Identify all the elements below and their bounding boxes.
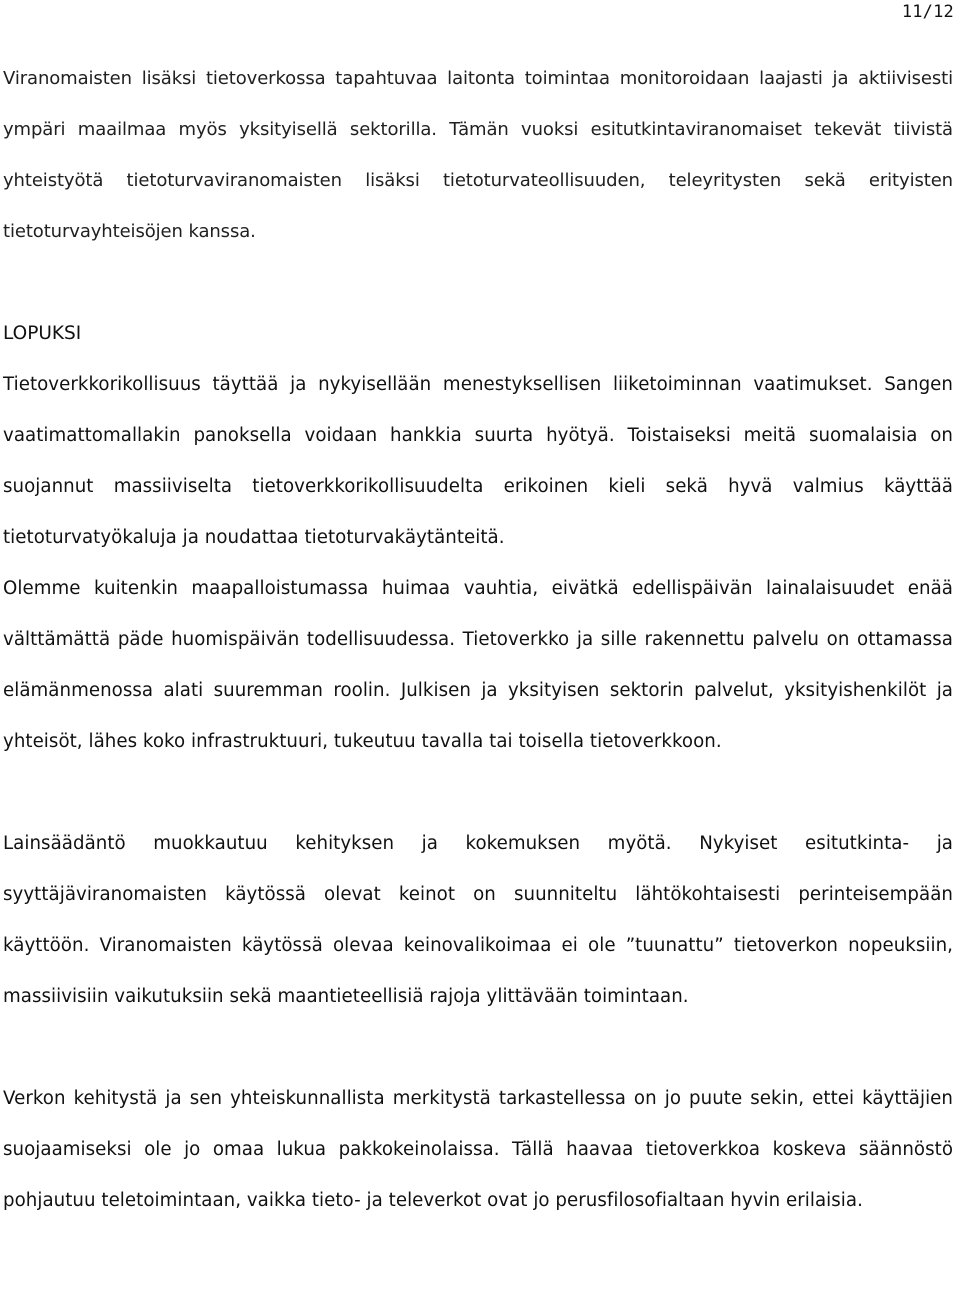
document-content <box>3 53 953 1226</box>
paragraph-2: Olemme kuitenkin maapalloistumassa huimaa vauhtia, eivätkä edellispäivän lainalaisuudet enää välttämättä päde huomispäivän todellisuudessa. Tietoverkko ja sille rakennettu palvelu on ottamassa elämänmenossa alati suuremman roolin. Julkisen ja yksityisen sektorin palvelut, yksityishenkilöt ja yhteisöt, lähes koko infrastruktuuri, tukeutuu tavalla tai toisella tietoverkkoon. <box>3 578 953 752</box>
intro-paragraph: Viranomaisten lisäksi tietoverkossa tapahtuvaa laitonta toimintaa monitoroidaan laajasti ja aktiivisesti ympäri maailmaa myös yksityisellä sektorilla. Tämän vuoksi esitutkintaviranomaiset tekevät tiivistä yhteistyötä tietoturvaviranomaisten lisäksi tietoturvateollisuuden, teleyritysten sekä erityisten tietoturvayhteisöjen kanssa. <box>3 68 953 242</box>
paragraph-3: Lainsäädäntö muokkautuu kehityksen ja kokemuksen myötä. Nykyiset esitutkinta- ja syyttäjäviranomaisten käytössä olevat keinot on suunniteltu lähtökohtaisesti perinteisempään käyttöön. Viranomaisten käytössä olevaa keinovalikoimaa ei ole ”tuunattu” tietoverkon nopeuksiin, massiivisiin vaikutuksiin sekä maantieteellisiä rajoja ylittävään toimintaan. <box>3 833 953 1007</box>
paragraph-1: Tietoverkkorikollisuus täyttää ja nykyisellään menestyksellisen liiketoiminnan vaatimukset. Sangen vaatimattomallakin panoksella voidaan hankkia suurta hyötyä. Toistaiseksi meitä suomalaisia on suojannut massiiviselta tietoverkkorikollisuudelta erikoinen kieli sekä hyvä valmius käyttää tietoturvatyökaluja ja noudattaa tietoturvakäytänteitä. <box>3 374 953 548</box>
section-heading: LOPUKSI <box>3 323 82 344</box>
page-number: 11/12 <box>901 2 954 22</box>
paragraph-4: Verkon kehitystä ja sen yhteiskunnallista merkitystä tarkastellessa on jo puute sekin, ettei käyttäjien suojaamiseksi ole jo omaa lukua pakkokeinolaissa. Tällä haavaa tietoverkkoa koskeva säännöstö pohjautuu teletoimintaan, vaikka tieto- ja televerkot ovat jo perusfilosofialtaan hyvin erilaisia. <box>3 1088 953 1211</box>
